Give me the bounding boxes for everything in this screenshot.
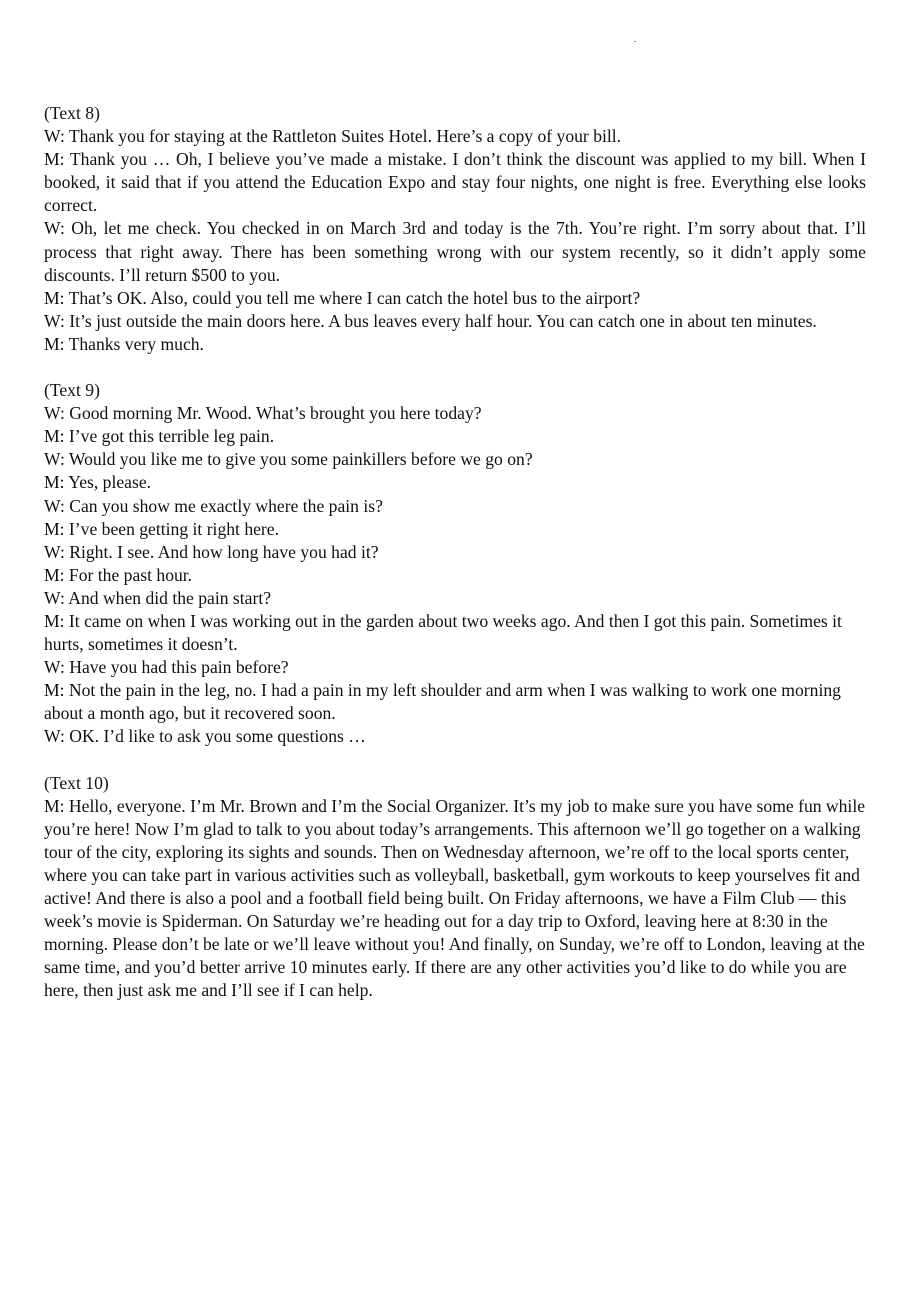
transcript-page (44, 102, 866, 1025)
dialogue-line: W: Have you had this pain before? (44, 657, 289, 678)
dialogue-line: M: Not the pain in the leg, no. I had a pain in my left shoulder and arm when I was walking to work one morning about a month ago, but it recovered soon. (44, 680, 841, 724)
section-heading: (Text 8) (44, 103, 100, 123)
dialogue-line: W: Good morning Mr. Wood. What’s brought you here today? (44, 403, 482, 424)
dialogue-line: M: For the past hour. (44, 564, 193, 585)
dialogue-line: M: It came on when I was working out in the garden about two weeks ago. And then I got this pain. Sometimes it hurts, sometimes it doesn’t. (44, 610, 842, 655)
dialogue-line: W: Can you show me exactly where the pain is? (44, 495, 383, 516)
dialogue-line: M: That’s OK. Also, could you tell me where I can catch the hotel bus to the airport? (44, 287, 641, 308)
dialogue-line: W: OK. I’d like to ask you some questions … (44, 726, 366, 747)
section-heading: (Text 10) (44, 772, 109, 793)
dialogue-line: W: And when did the pain start? (44, 587, 272, 608)
section-text-9 (44, 379, 866, 749)
dialogue-line: W: Right. I see. And how long have you had it? (44, 541, 379, 562)
section-text-8 (44, 102, 866, 356)
section-text-10 (44, 772, 866, 1003)
scan-speck (634, 41, 636, 42)
dialogue-line: M: Yes, please. (44, 472, 152, 493)
dialogue-line: M: I’ve been getting it right here. (44, 518, 279, 539)
dialogue-line: W: Thank you for staying at the Rattleton Suites Hotel. Here’s a copy of your bill. (44, 126, 622, 147)
dialogue-line: M: Thank you … Oh, I believe you’ve made a mistake. I don’t think the discount was applied to my bill. When I booked, it said that if you attend the Education Expo and stay four nights, one night is free. Everything else looks correct. (44, 149, 866, 216)
dialogue-line: M: I’ve got this terrible leg pain. (44, 426, 275, 447)
dialogue-line: W: Oh, let me check. You checked in on March 3rd and today is the 7th. You’re right. I’m sorry about that. I’ll process that right away. There has been something wrong with our system recently, so it didn’t apply some discounts. I’ll return $500 to you. (44, 218, 866, 285)
dialogue-line: W: It’s just outside the main doors here. A bus leaves every half hour. You can catch one in about ten minutes. (44, 310, 817, 331)
section-heading: (Text 9) (44, 380, 100, 401)
dialogue-line: W: Would you like me to give you some painkillers before we go on? (44, 449, 533, 470)
dialogue-line: M: Thanks very much. (44, 333, 204, 354)
monologue-paragraph: M: Hello, everyone. I’m Mr. Brown and I’m the Social Organizer. It’s my job to make sure you have some fun while you’re here! Now I’m glad to talk to you about today’s arrangements. This afternoon we’ll go together on a walking tour of the city, exploring its sights and sounds. Then on Wednesday afternoon, we’re off to the local sports center, where you can take part in various activities such as volleyball, basketball, gym workouts to keep yourselves fit and active! And there is also a pool and a football field being built. On Friday afternoons, we have a Film Club — this week’s movie is Spiderman. On Saturday we’re heading out for a day trip to Oxford, leaving here at 8:30 in the morning. Please don’t be late or we’ll leave without you! And finally, on Sunday, we’re off to London, leaving at the same time, and you’d better arrive 10 minutes early. If there are any other activities you’d like to do while you are here, then just ask me and I’ll see if I can help. (44, 795, 866, 1001)
